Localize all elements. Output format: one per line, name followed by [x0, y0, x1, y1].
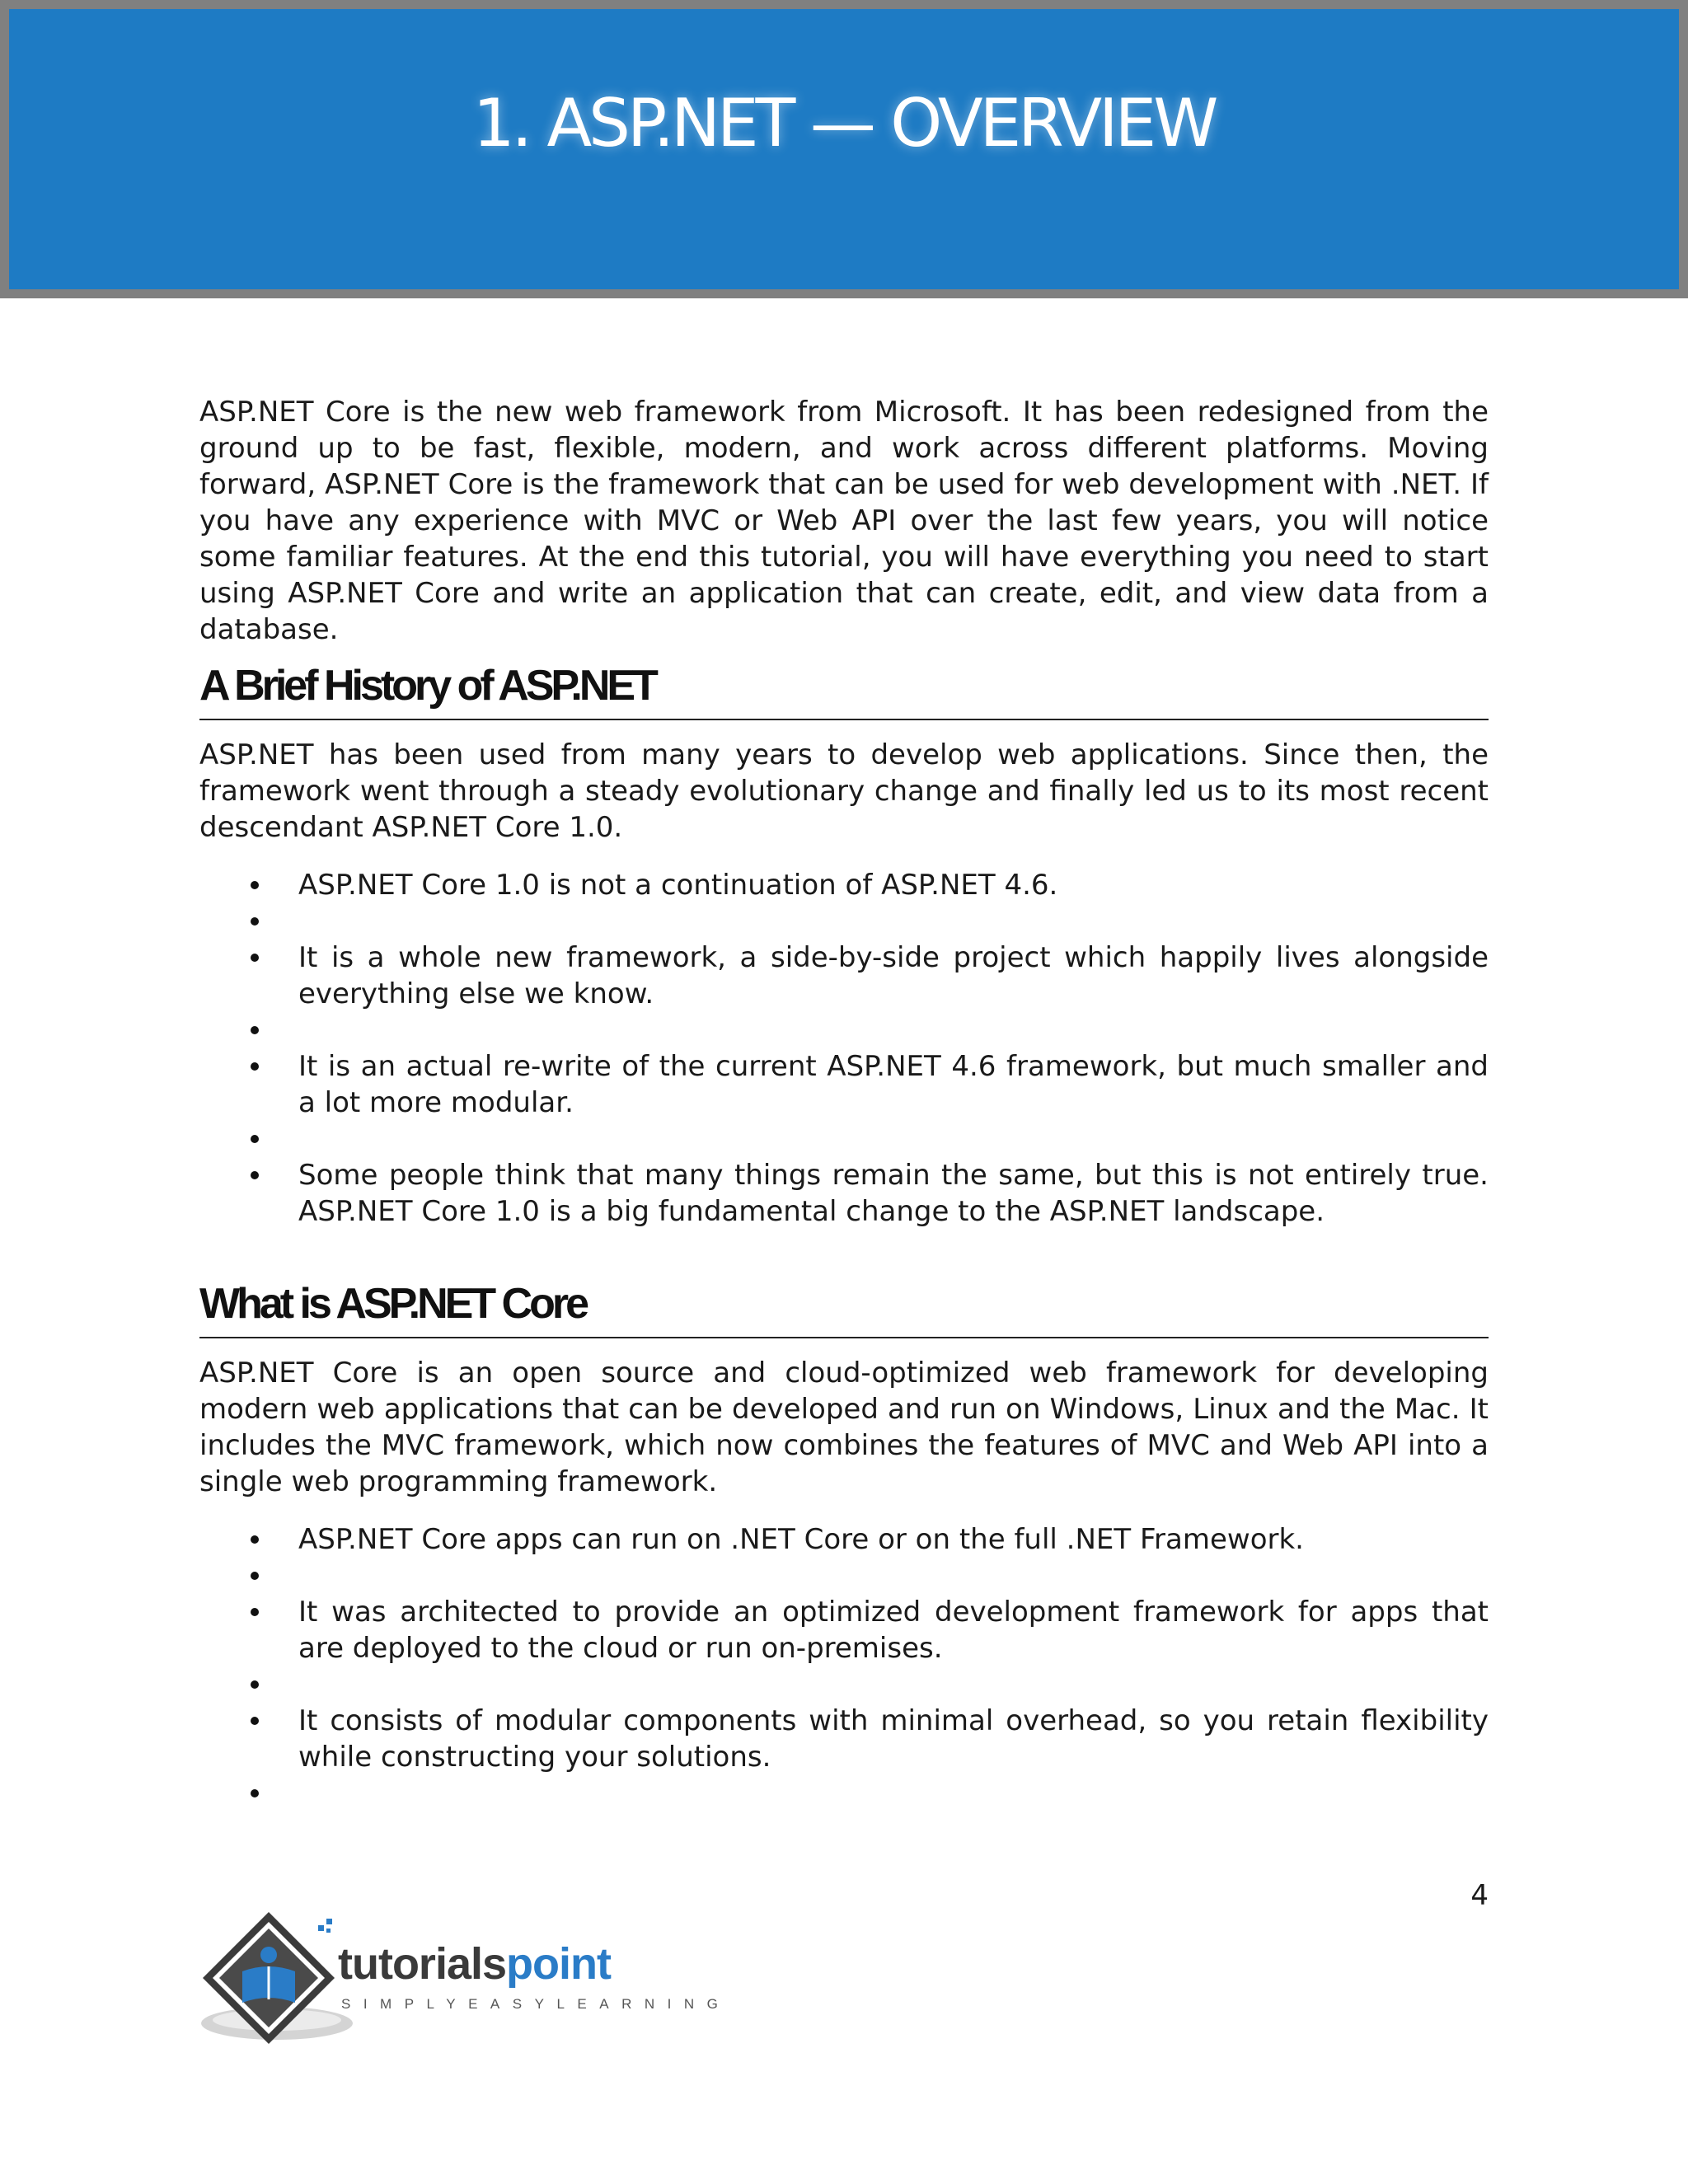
list-item-text: ASP.NET Core apps can run on .NET Core or on the full .NET Framework.: [298, 1523, 1304, 1556]
chapter-banner: [0, 0, 1688, 298]
intro-paragraph: ASP.NET Core is the new web framework from Microsoft. It has been redesigned from the ground up to be fast, flexible, modern, and work across different platforms. Moving forward, ASP.NET Core is the framework that can be used for web development with .NET. If you have any experience with MVC or Web API over the last few years, you will notice some familiar features. At the end this tutorial, you will have everything you need to start using ASP.NET Core and write an application that can create, edit, and view data from a database.: [199, 396, 1489, 646]
list-item-text: It is an actual re-write of the current ASP.NET 4.6 framework, but much smaller and a lot more modular.: [298, 1050, 1489, 1119]
bullet-icon: [251, 1062, 259, 1071]
logo-word-part2: point: [506, 1939, 611, 1989]
page-number: 4: [1470, 1879, 1489, 1912]
bullet-icon: [251, 1572, 259, 1580]
chapter-title: 1. ASP.NET — OVERVIEW: [472, 85, 1216, 162]
intro-section: [199, 394, 1489, 648]
list-item-text: It was architected to provide an optimized development framework for apps that are deployed to the cloud or run on-premises.: [298, 1596, 1489, 1665]
list-item-text: It consists of modular components with minimal overhead, so you retain flexibility while constructing your solutions.: [298, 1704, 1489, 1774]
list-item: [199, 1048, 1489, 1121]
list-item: [199, 1012, 1489, 1048]
bullet-icon: [251, 1680, 259, 1689]
list-item: [199, 1558, 1489, 1594]
list-item: [199, 1121, 1489, 1157]
list-item-text: It is a whole new framework, a side-by-side project which happily lives alongside everything else we know.: [298, 941, 1489, 1010]
bullet-icon: [251, 1135, 259, 1143]
core-paragraph: ASP.NET Core is an open source and cloud-optimized web framework for developing modern web applications that can be developed and run on Windows, Linux and the Mac. It includes the MVC framework, which now combines the features of MVC and Web API into a single web programming framework.: [199, 1357, 1489, 1498]
logo-wordmark: [338, 1938, 611, 1990]
logo-word-part1: tutorials: [338, 1939, 507, 1989]
history-paragraph: ASP.NET has been used from many years to develop web applications. Since then, the framework went through a steady evolutionary change and finally led us to its most recent descendant ASP.NET Core 1.0.: [199, 738, 1489, 844]
list-item-text: Some people think that many things remain the same, but this is not entirely true. ASP.NET Core 1.0 is a big fundamental change to the ASP.NET landscape.: [298, 1159, 1489, 1228]
bullet-icon: [251, 1608, 259, 1616]
list-item: [199, 867, 1489, 903]
history-bullet-list: [199, 867, 1489, 1230]
core-bullet-list: [199, 1521, 1489, 1811]
bullet-icon: [251, 1717, 259, 1725]
list-item: [199, 1666, 1489, 1703]
logo-tagline: SIMPLYEASYLEARNING: [341, 1996, 731, 2012]
list-item: [199, 1594, 1489, 1666]
bullet-icon: [251, 1535, 259, 1544]
list-item: [199, 1157, 1489, 1230]
list-item-text: ASP.NET Core 1.0 is not a continuation of ASP.NET 4.6.: [298, 869, 1058, 902]
core-heading: What is ASP.NET Core: [199, 1279, 1489, 1338]
list-item: [199, 1703, 1489, 1775]
list-item: [199, 1775, 1489, 1811]
list-item: [199, 903, 1489, 940]
bullet-icon: [251, 954, 259, 962]
history-heading: A Brief History of ASP.NET: [199, 661, 1489, 720]
bullet-icon: [251, 881, 259, 889]
tutorialspoint-logo: [195, 1904, 731, 2052]
list-item: [199, 940, 1489, 1012]
list-item: [199, 1521, 1489, 1558]
bullet-icon: [251, 1171, 259, 1179]
bullet-icon: [251, 1026, 259, 1034]
core-section: [199, 1279, 1489, 1811]
history-section: [199, 661, 1489, 1230]
bullet-icon: [251, 1789, 259, 1797]
bullet-icon: [251, 917, 259, 926]
